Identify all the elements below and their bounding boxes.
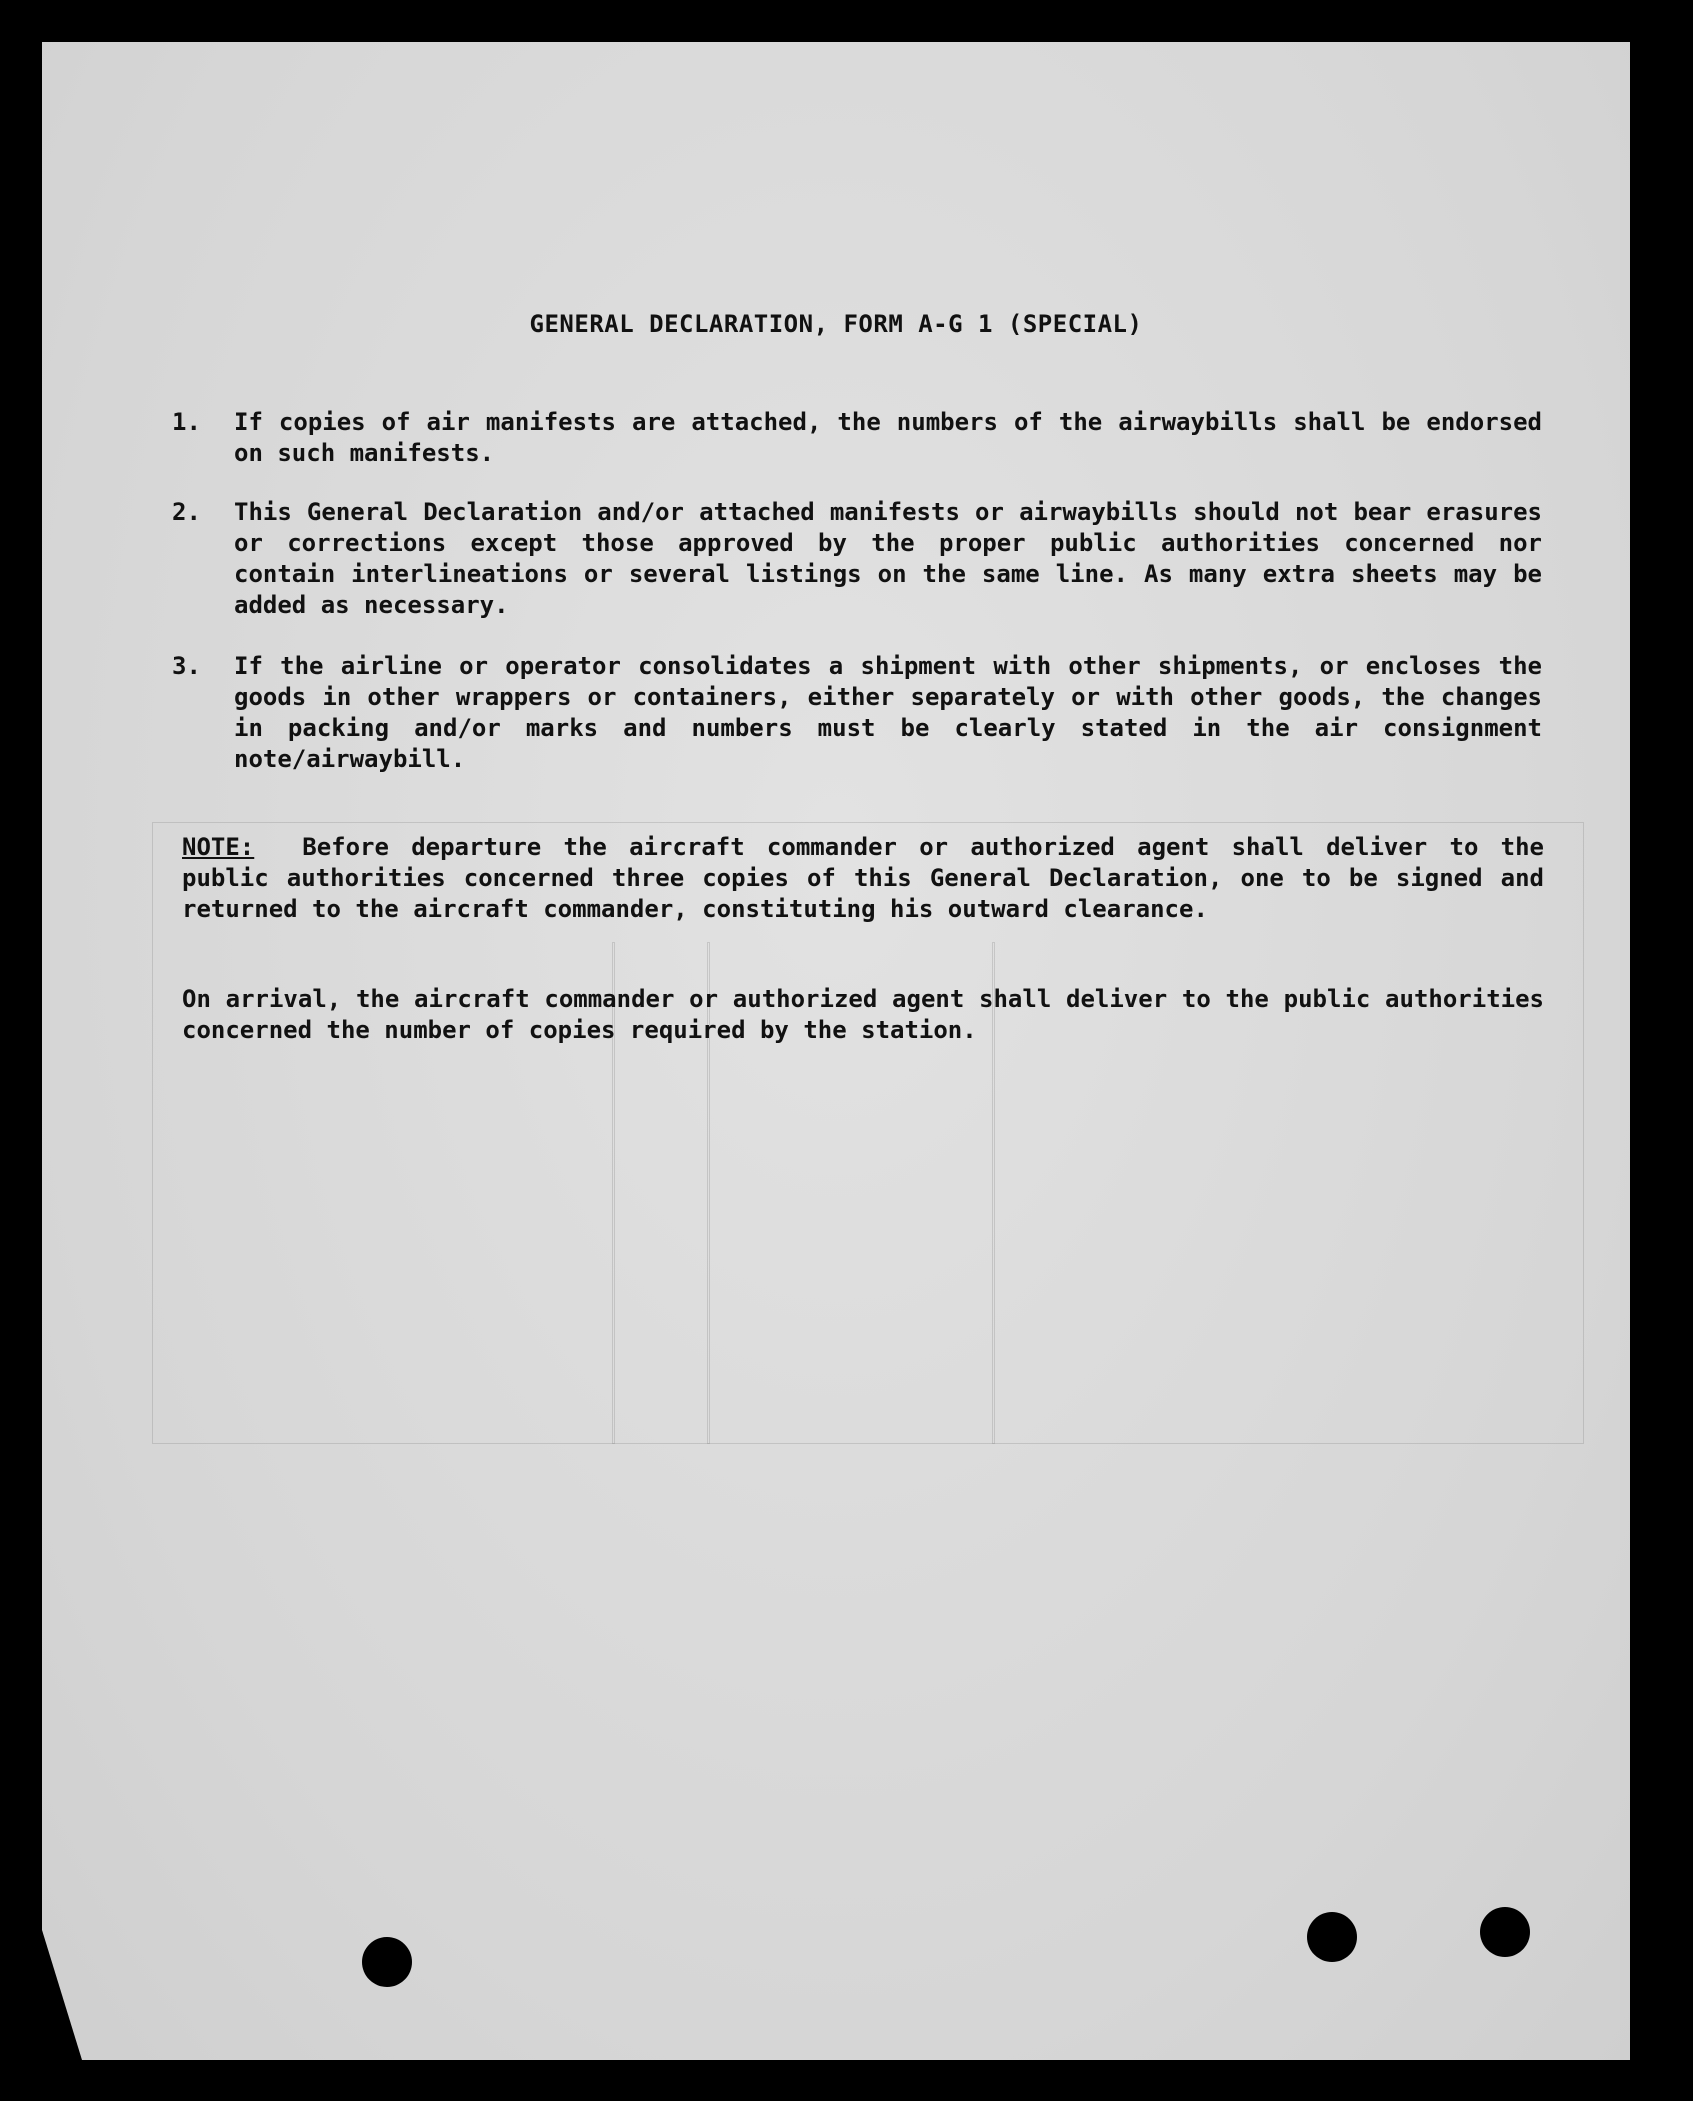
punch-hole <box>1307 1912 1357 1962</box>
torn-corner <box>42 1930 82 2060</box>
punch-hole <box>362 1937 412 1987</box>
list-item <box>172 651 1542 775</box>
note-text: Before departure the aircraft commander or authorized agent shall deliver to the public authorities concerned three copies of this General Declaration, one to be signed and returned to the aircraft commander, constituting his outward clearance. <box>182 833 1544 923</box>
item-text: This General Declaration and/or attached manifests or airwaybills should not bear erasures or corrections except those approved by the proper public authorities concerned nor contain interlineations or several listings on the same line. As many extra sheets may be added as necessary. <box>234 498 1542 619</box>
item-text: If the airline or operator consolidates a shipment with other shipments, or encloses the goods in other wrappers or containers, either separately or with other goods, the changes in packing and/or marks and numbers must be clearly stated in the air consignment note/airwaybill. <box>234 652 1542 773</box>
document-title: GENERAL DECLARATION, FORM A-G 1 (SPECIAL) <box>529 310 1143 338</box>
list-item <box>172 407 1542 469</box>
item-number: 2. <box>172 498 201 526</box>
note-label: NOTE: <box>182 833 255 861</box>
punch-hole <box>1480 1907 1530 1957</box>
document-page <box>42 42 1630 2060</box>
item-text: If copies of air manifests are attached, the numbers of the airwaybills shall be endorsed on such manifests. <box>234 408 1542 467</box>
list-item <box>172 497 1542 621</box>
item-number: 3. <box>172 652 201 680</box>
item-number: 1. <box>172 408 201 436</box>
note-paragraph <box>182 832 1544 925</box>
arrival-paragraph: On arrival, the aircraft commander or authorized agent shall deliver to the public authorities concerned the number of copies required by the station. <box>182 985 1544 1044</box>
